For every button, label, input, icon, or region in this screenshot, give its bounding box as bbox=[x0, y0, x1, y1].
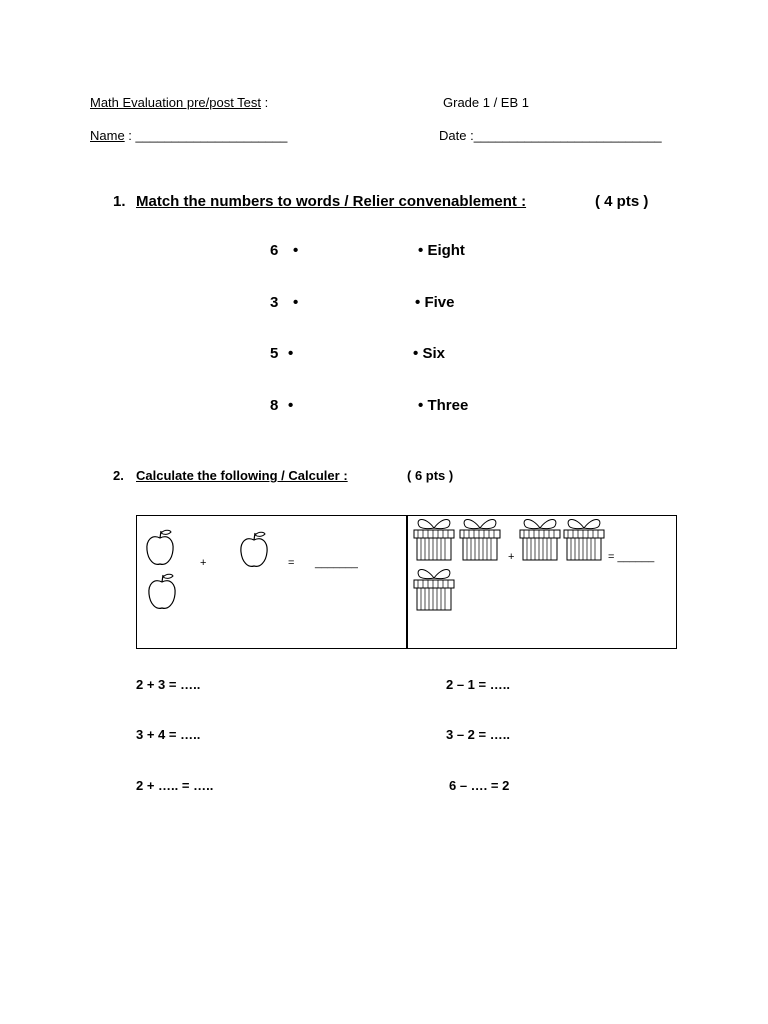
name-label: Name bbox=[90, 128, 125, 143]
match-word-1-row bbox=[418, 242, 465, 259]
match-number-2: 3 bbox=[270, 294, 279, 311]
name-line bbox=[90, 128, 287, 143]
match-word-4-row bbox=[418, 397, 468, 414]
exercise-right-2[interactable]: 3 – 2 = ….. bbox=[446, 727, 510, 742]
match-number-4: 8 bbox=[270, 397, 279, 414]
exercise-left-3[interactable]: 2 + ….. = ….. bbox=[136, 778, 214, 793]
apple-icon bbox=[144, 528, 176, 568]
match-dot-right-3[interactable]: • bbox=[413, 345, 419, 362]
gift-icon bbox=[561, 514, 607, 562]
match-number-3: 5 bbox=[270, 345, 279, 362]
apple-icon bbox=[238, 530, 270, 570]
right-equals-blank[interactable]: = ______ bbox=[608, 551, 655, 563]
date-label: Date : bbox=[439, 128, 474, 143]
q1-title: Match the numbers to words / Relier convenablement : bbox=[136, 193, 527, 210]
worksheet-title: Math Evaluation pre/post Test bbox=[90, 95, 262, 110]
title-colon: : bbox=[261, 95, 269, 110]
match-word-3-row bbox=[413, 345, 445, 362]
match-word-4: Three bbox=[427, 397, 469, 414]
match-word-2: Five bbox=[424, 294, 455, 311]
match-dot-right-1[interactable]: • bbox=[418, 242, 424, 259]
match-dot-left-3[interactable]: • bbox=[288, 345, 294, 362]
name-blank: : _____________________ bbox=[124, 128, 288, 143]
left-answer-blank[interactable]: _______ bbox=[315, 557, 358, 569]
match-word-2-row bbox=[415, 294, 454, 311]
exercise-right-3[interactable]: 6 – …. = 2 bbox=[449, 778, 510, 793]
right-plus-sign: + bbox=[508, 551, 515, 563]
q2-points: ( 6 pts ) bbox=[407, 468, 454, 483]
q2-title: Calculate the following / Calculer : bbox=[136, 468, 348, 483]
gift-icon bbox=[411, 564, 457, 612]
gift-icon bbox=[457, 514, 503, 562]
match-number-1: 6 bbox=[270, 242, 279, 259]
exercise-right-1[interactable]: 2 – 1 = ….. bbox=[446, 677, 510, 692]
match-dot-left-1[interactable]: • bbox=[293, 242, 299, 259]
apple-icon bbox=[146, 572, 178, 612]
match-word-1: Eight bbox=[427, 242, 465, 259]
match-dot-left-2[interactable]: • bbox=[293, 294, 299, 311]
gift-icon bbox=[411, 514, 457, 562]
picture-box-divider bbox=[406, 515, 408, 649]
match-dot-right-4[interactable]: • bbox=[418, 397, 424, 414]
exercise-left-2[interactable]: 3 + 4 = ….. bbox=[136, 727, 201, 742]
q2-number: 2. bbox=[113, 468, 124, 483]
date-blank: __________________________ bbox=[473, 128, 662, 143]
header-title-line bbox=[90, 95, 268, 110]
exercise-left-1[interactable]: 2 + 3 = ….. bbox=[136, 677, 201, 692]
gift-icon bbox=[517, 514, 563, 562]
q1-number: 1. bbox=[113, 193, 126, 210]
match-dot-right-2[interactable]: • bbox=[415, 294, 421, 311]
date-line bbox=[439, 128, 662, 143]
match-word-3: Six bbox=[422, 345, 445, 362]
left-plus-sign: + bbox=[200, 557, 207, 569]
q1-points: ( 4 pts ) bbox=[595, 193, 649, 210]
match-dot-left-4[interactable]: • bbox=[288, 397, 294, 414]
left-equals-sign: = bbox=[288, 557, 295, 569]
grade-label: Grade 1 / EB 1 bbox=[443, 95, 529, 110]
